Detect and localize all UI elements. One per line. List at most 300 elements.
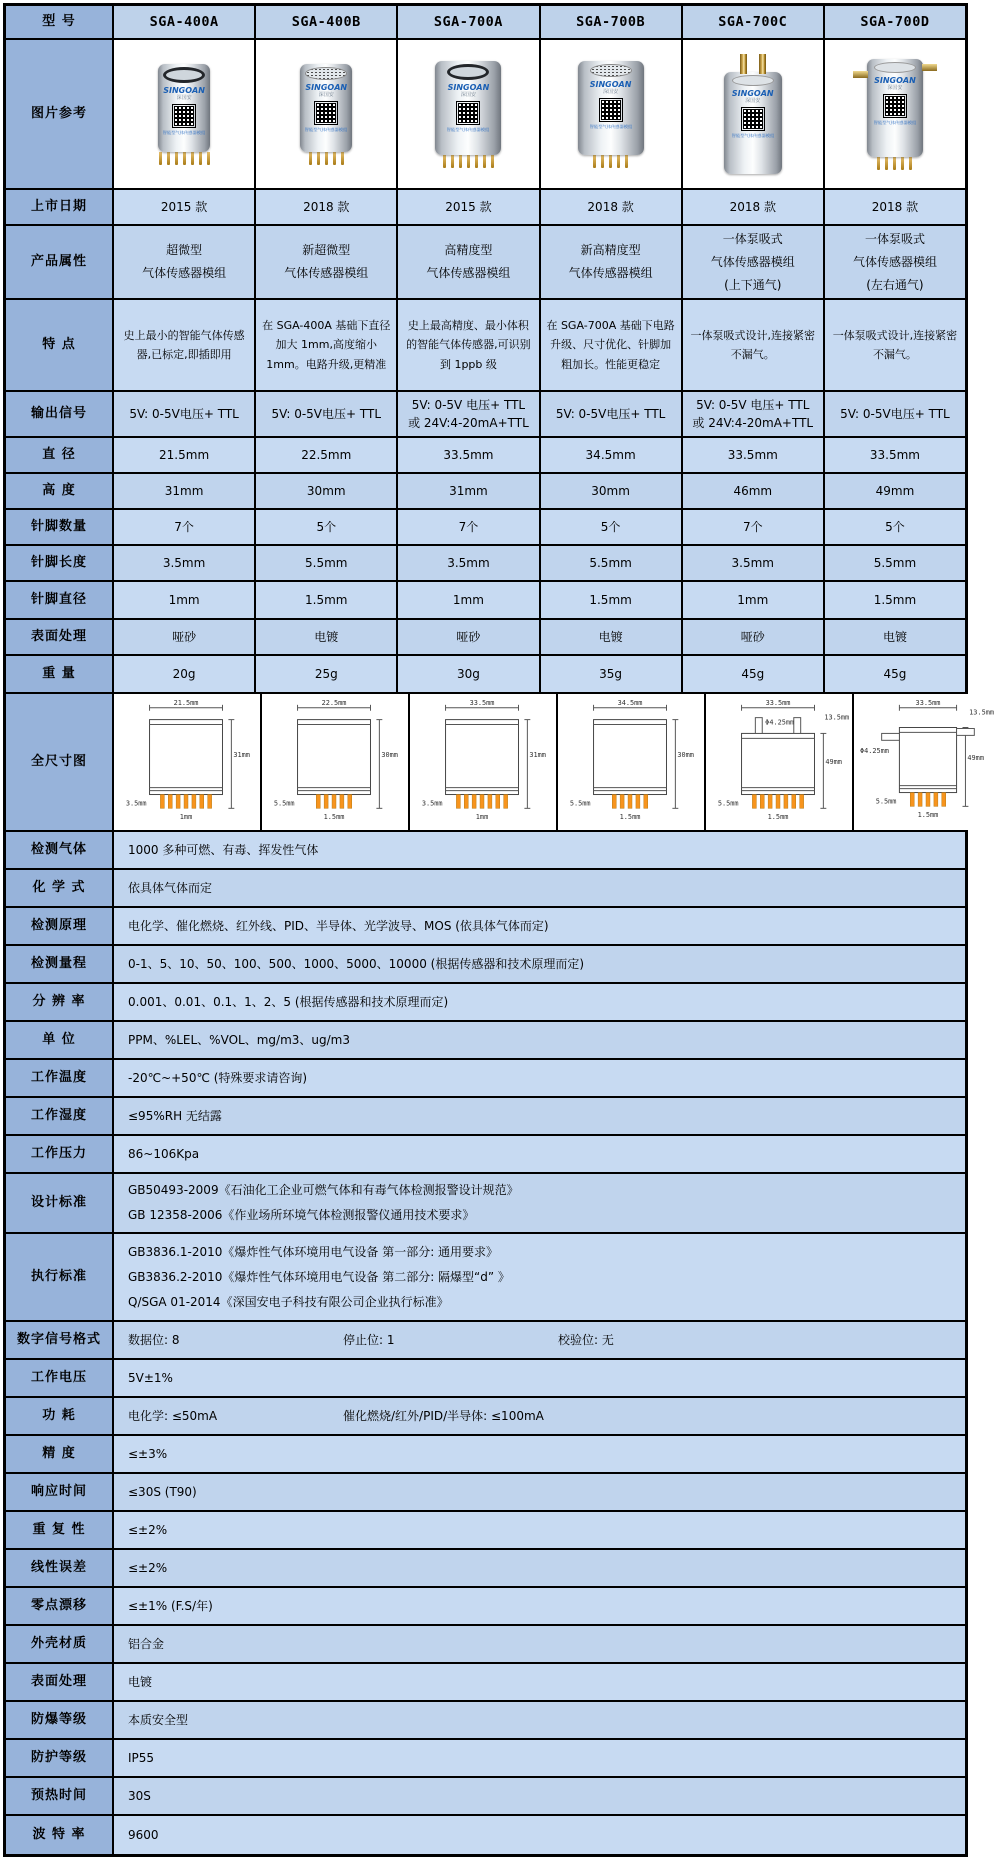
row-label: 检测量程 (6, 946, 114, 982)
full-row-value: ≤±1% (F.S/年) (114, 1588, 965, 1624)
spec-value: 1mm (683, 582, 825, 618)
svg-text:30mm: 30mm (381, 751, 398, 760)
svg-text:13.5mm: 13.5mm (969, 709, 995, 718)
spec-value: 5V: 0-5V 电压+ TTL 或 24V:4-20mA+TTL (683, 392, 825, 436)
brand-logo-cn: 深国安 (745, 98, 761, 104)
qr-code (883, 94, 907, 118)
spec-value: 1mm (114, 582, 256, 618)
spec-value: 5V: 0-5V电压+ TTL (256, 392, 398, 436)
sensor-pin (459, 155, 462, 168)
spec-value: 在 SGA-700A 基础下电路升级、尺寸优化、针脚加粗加长。性能更稳定 (541, 300, 683, 390)
sensor-pin (617, 155, 620, 168)
svg-text:Φ4.25mm: Φ4.25mm (765, 718, 795, 727)
full-row-value: 0.001、0.01、0.1、1、2、5 (根据传感器和技术原理而定) (114, 984, 965, 1020)
svg-text:5.5mm: 5.5mm (717, 799, 739, 808)
row-label: 表面处理 (6, 1664, 114, 1700)
full-row-value: 铝合金 (114, 1626, 965, 1662)
row-label: 特 点 (6, 300, 114, 390)
qr-code (172, 104, 196, 128)
row-label: 防爆等级 (6, 1702, 114, 1738)
product-photo-SGA-700C (724, 54, 782, 174)
segment: 校验位: 无 (558, 1333, 614, 1348)
sensor-top-cap (874, 62, 916, 73)
sensor-caption: 智能型气体传感器模组 (731, 133, 775, 139)
svg-text:1.5mm: 1.5mm (619, 813, 641, 822)
dimension-cell-SGA-700C (706, 694, 854, 830)
sensor-pin (901, 157, 904, 170)
row-label: 响应时间 (6, 1474, 114, 1510)
model-name-SGA-400A: SGA-400A (114, 6, 256, 38)
spec-value: 超微型 气体传感器模组 (114, 226, 256, 298)
spec-value: 30mm (541, 474, 683, 508)
standard-line: GB 12358-2006《作业场所环境气体检测报警仪通用技术要求》 (128, 1208, 475, 1223)
sensor-pin (199, 152, 202, 165)
svg-text:1.5mm: 1.5mm (767, 813, 789, 822)
model-header-row (6, 6, 965, 40)
row-label: 工作电压 (6, 1360, 114, 1396)
row-label: 线性误差 (6, 1550, 114, 1586)
spec-row-1 (6, 226, 965, 300)
full-row-0 (6, 832, 965, 870)
dimension-drawing-SGA-700B (562, 697, 700, 827)
svg-text:1.5mm: 1.5mm (323, 813, 345, 822)
full-row-15 (6, 1474, 965, 1512)
product-photo-SGA-700A (435, 61, 501, 168)
spec-row-2 (6, 300, 965, 392)
sensor-caption: 智能型气体传感器模组 (304, 127, 348, 133)
svg-text:1mm: 1mm (475, 813, 489, 822)
dimension-drawing-SGA-700A (414, 697, 552, 827)
spec-value: 31mm (114, 474, 256, 508)
dimension-cell-SGA-700B (558, 694, 706, 830)
row-label: 分 辨 率 (6, 984, 114, 1020)
standard-line: GB50493-2009《石油化工企业可燃气体和有毒气体检测报警设计规范》 (128, 1183, 519, 1198)
full-row-value: 依具体气体而定 (114, 870, 965, 906)
svg-text:30mm: 30mm (677, 751, 694, 760)
side-tube-fitting-right (922, 64, 937, 71)
brand-logo: SINGOAN (731, 89, 774, 98)
svg-text:3.5mm: 3.5mm (125, 799, 147, 808)
full-row-5 (6, 1022, 965, 1060)
spec-value: 哑砂 (114, 620, 256, 654)
pump-tube-fittings (740, 54, 766, 74)
sensor-pin (333, 152, 336, 165)
photo-cell-SGA-700C (683, 40, 825, 188)
svg-text:5.5mm: 5.5mm (273, 799, 295, 808)
svg-text:Φ4.25mm: Φ4.25mm (859, 747, 889, 756)
sensor-top-cap (447, 64, 489, 80)
sensor-top-cap (732, 75, 774, 86)
row-label: 波 特 率 (6, 1816, 114, 1854)
full-row-16 (6, 1512, 965, 1550)
segment: 停止位: 1 (343, 1333, 395, 1348)
spec-value: 20g (114, 656, 256, 692)
sensor-pin (593, 155, 596, 168)
product-photo-SGA-700D (867, 59, 923, 170)
sensor-pin (207, 152, 210, 165)
full-row-9 (6, 1174, 965, 1234)
full-row-value: 30S (114, 1778, 965, 1814)
spec-value: 7个 (683, 510, 825, 544)
photo-cell-SGA-700D (825, 40, 965, 188)
full-row-24 (6, 1816, 965, 1854)
sensor-pin (191, 152, 194, 165)
full-row-value: 5V±1% (114, 1360, 965, 1396)
spec-value: 新高精度型 气体传感器模组 (541, 226, 683, 298)
qr-code (314, 101, 338, 125)
qr-code (456, 101, 480, 125)
spec-row-4 (6, 438, 965, 474)
spec-value: 7个 (398, 510, 540, 544)
brand-logo: SINGOAN (874, 75, 916, 85)
row-label: 零点漂移 (6, 1588, 114, 1624)
sensor-caption: 智能型气体传感器模组 (873, 120, 917, 126)
photo-cell-SGA-700B (541, 40, 683, 188)
full-row-value: 本质安全型 (114, 1702, 965, 1738)
row-label: 检测原理 (6, 908, 114, 944)
full-row-value: 0-1、5、10、50、100、500、1000、5000、10000 (根据传感器和技术原理而定) (114, 946, 965, 982)
full-row-value: 电化学、催化燃烧、红外线、PID、半导体、光学波导、MOS (依具体气体而定) (114, 908, 965, 944)
spec-row-3 (6, 392, 965, 438)
row-label: 检测气体 (6, 832, 114, 868)
spec-value: 25g (256, 656, 398, 692)
spec-value: 一体泵吸式 气体传感器模组 (上下通气) (683, 226, 825, 298)
row-label: 工作压力 (6, 1136, 114, 1172)
spec-value: 史上最高精度、最小体积的智能气体传感器,可识别到 1ppb 级 (398, 300, 540, 390)
full-row-12 (6, 1360, 965, 1398)
svg-text:34.5mm: 34.5mm (617, 699, 643, 708)
brand-logo-cn: 深国安 (603, 88, 619, 95)
spec-value: 2015 款 (398, 190, 540, 224)
spec-value: 哑砂 (683, 620, 825, 654)
row-label: 单 位 (6, 1022, 114, 1058)
product-spec-table (3, 3, 995, 1857)
svg-text:31mm: 31mm (529, 751, 546, 760)
sensor-caption: 智能型气体传感器模组 (589, 124, 632, 130)
spec-value: 2018 款 (256, 190, 398, 224)
spec-row-8 (6, 582, 965, 620)
spec-value: 5V: 0-5V电压+ TTL (825, 392, 965, 436)
row-label: 表面处理 (6, 620, 114, 654)
spec-value: 2018 款 (541, 190, 683, 224)
full-row-value: ≤±2% (114, 1550, 965, 1586)
spec-value: 一体泵吸式 气体传感器模组 (左右通气) (825, 226, 965, 298)
sensor-body (724, 72, 782, 174)
sensor-pin (483, 155, 486, 168)
full-row-20 (6, 1664, 965, 1702)
row-label: 直 径 (6, 438, 114, 472)
qr-code (599, 98, 623, 122)
sensor-pin (877, 157, 880, 170)
spec-value: 电镀 (825, 620, 965, 654)
segment: 数据位: 8 (128, 1333, 180, 1348)
row-label: 上市日期 (6, 190, 114, 224)
full-row-value: PPM、%LEL、%VOL、mg/m3、ug/m3 (114, 1022, 965, 1058)
product-photo-SGA-700B (578, 61, 644, 168)
spec-value: 5V: 0-5V电压+ TTL (114, 392, 256, 436)
full-row-2 (6, 908, 965, 946)
product-photo-SGA-400B (300, 64, 352, 165)
spec-value: 5.5mm (825, 546, 965, 580)
dimension-cell-SGA-700D (854, 694, 1000, 830)
spec-value: 21.5mm (114, 438, 256, 472)
svg-text:49mm: 49mm (825, 758, 842, 767)
spec-value: 哑砂 (398, 620, 540, 654)
spec-value: 34.5mm (541, 438, 683, 472)
spec-row-0 (6, 190, 965, 226)
sensor-body (158, 64, 210, 152)
dimension-drawing-SGA-400A (118, 697, 256, 827)
qr-code (741, 107, 765, 131)
full-row-3 (6, 946, 965, 984)
row-label: 工作温度 (6, 1060, 114, 1096)
segment-row (128, 1407, 544, 1426)
full-row-value: ≤±3% (114, 1436, 965, 1472)
spec-value: 2015 款 (114, 190, 256, 224)
full-row-22 (6, 1740, 965, 1778)
spec-value: 电镀 (256, 620, 398, 654)
dimension-cell-SGA-400A (114, 694, 262, 830)
spec-value: 49mm (825, 474, 965, 508)
full-row-8 (6, 1136, 965, 1174)
sensor-pin (909, 157, 912, 170)
sensor-body (578, 61, 644, 155)
brand-logo: SINGOAN (589, 79, 632, 89)
full-row-18 (6, 1588, 965, 1626)
sensor-pins (877, 157, 912, 170)
svg-text:49mm: 49mm (967, 754, 984, 763)
spec-value: 7个 (114, 510, 256, 544)
dimension-row (6, 694, 995, 832)
model-name-SGA-700B: SGA-700B (541, 6, 683, 38)
model-name-SGA-400B: SGA-400B (256, 6, 398, 38)
sensor-pin (317, 152, 320, 165)
spec-row-6 (6, 510, 965, 546)
full-row-value: ≤30S (T90) (114, 1474, 965, 1510)
full-row-1 (6, 870, 965, 908)
full-row-13 (6, 1398, 965, 1436)
photo-row (6, 40, 965, 190)
spec-value: 5个 (256, 510, 398, 544)
model-name-SGA-700C: SGA-700C (683, 6, 825, 38)
sensor-pin (167, 152, 170, 165)
spec-value: 1.5mm (541, 582, 683, 618)
svg-text:1mm: 1mm (179, 813, 193, 822)
full-row-value: 1000 多种可燃、有毒、挥发性气体 (114, 832, 965, 868)
spec-row-9 (6, 620, 965, 656)
full-row-4 (6, 984, 965, 1022)
spec-value: 3.5mm (114, 546, 256, 580)
photo-cell-SGA-400A (114, 40, 256, 188)
sensor-pin (451, 155, 454, 168)
dimension-cell-SGA-700A (410, 694, 558, 830)
row-label: 设计标准 (6, 1174, 114, 1232)
row-label: 数字信号格式 (6, 1322, 114, 1358)
row-label: 针脚长度 (6, 546, 114, 580)
row-label: 功 耗 (6, 1398, 114, 1434)
standard-line: GB3836.1-2010《爆炸性气体环境用电气设备 第一部分: 通用要求》 (128, 1244, 499, 1259)
spec-value: 46mm (683, 474, 825, 508)
spec-value: 5个 (541, 510, 683, 544)
spec-row-5 (6, 474, 965, 510)
svg-text:1.5mm: 1.5mm (917, 811, 939, 820)
full-row-17 (6, 1550, 965, 1588)
full-row-value: ≤±2% (114, 1512, 965, 1548)
brand-logo-cn: 深国安 (460, 91, 476, 98)
svg-text:33.5mm: 33.5mm (915, 699, 941, 708)
full-row-14 (6, 1436, 965, 1474)
row-label: 针脚数量 (6, 510, 114, 544)
sensor-pins (443, 155, 494, 168)
spec-value: 35g (541, 656, 683, 692)
sensor-body (300, 64, 352, 152)
full-row-value: 电镀 (114, 1664, 965, 1700)
row-label: 外壳材质 (6, 1626, 114, 1662)
svg-text:22.5mm: 22.5mm (321, 699, 347, 708)
spec-value: 2018 款 (825, 190, 965, 224)
spec-value: 5V: 0-5V 电压+ TTL 或 24V:4-20mA+TTL (398, 392, 540, 436)
product-photo-SGA-400A (158, 64, 210, 165)
standard-line: Q/SGA 01-2014《深国安电子科技有限公司企业执行标准》 (128, 1294, 449, 1309)
spec-value: 3.5mm (683, 546, 825, 580)
standard-line: GB3836.2-2010《爆炸性气体环境用电气设备 第二部分: 隔爆型“d” 》 (128, 1269, 510, 1284)
dimension-row-label: 全尺寸图 (6, 694, 114, 830)
sensor-pin (325, 152, 328, 165)
spec-value: 新超微型 气体传感器模组 (256, 226, 398, 298)
svg-text:21.5mm: 21.5mm (173, 699, 199, 708)
row-label: 化 学 式 (6, 870, 114, 906)
sensor-pin (467, 155, 470, 168)
spec-value: 史上最小的智能气体传感器,已标定,即插即用 (114, 300, 256, 390)
full-row-value (114, 1234, 965, 1320)
sensor-body (435, 61, 501, 155)
sensor-pin (309, 152, 312, 165)
spec-value: 2018 款 (683, 190, 825, 224)
svg-text:13.5mm: 13.5mm (824, 714, 850, 723)
photo-row-label: 图片参考 (6, 40, 114, 188)
sensor-pin (625, 155, 628, 168)
dimension-drawing-SGA-700D (858, 697, 996, 827)
sensor-caption: 智能型气体传感器模组 (162, 130, 206, 136)
brand-logo-cn: 深国安 (887, 84, 903, 91)
model-name-SGA-700D: SGA-700D (825, 6, 965, 38)
full-row-11 (6, 1322, 965, 1360)
svg-text:33.5mm: 33.5mm (765, 699, 791, 708)
full-row-value (114, 1174, 965, 1232)
sensor-top-cap (305, 67, 347, 80)
sensor-pins (309, 152, 344, 165)
sensor-pins (159, 152, 210, 165)
spec-value: 3.5mm (398, 546, 540, 580)
full-row-6 (6, 1060, 965, 1098)
segment: 电化学: ≤50mA (128, 1409, 218, 1424)
full-row-21 (6, 1702, 965, 1740)
segment-row (128, 1331, 614, 1350)
brand-logo: SINGOAN (163, 85, 205, 95)
spec-value: 31mm (398, 474, 540, 508)
full-row-value: 9600 (114, 1816, 965, 1854)
spec-value: 5个 (825, 510, 965, 544)
row-label: 高 度 (6, 474, 114, 508)
row-label: 针脚直径 (6, 582, 114, 618)
sensor-pin (885, 157, 888, 170)
sensor-pin (609, 155, 612, 168)
sensor-pin (601, 155, 604, 168)
spec-value: 45g (683, 656, 825, 692)
svg-text:31mm: 31mm (233, 751, 250, 760)
svg-text:5.5mm: 5.5mm (569, 799, 591, 808)
row-label: 输出信号 (6, 392, 114, 436)
full-row-value: IP55 (114, 1740, 965, 1776)
spec-value: 5V: 0-5V电压+ TTL (541, 392, 683, 436)
sensor-pin (443, 155, 446, 168)
row-label: 预热时间 (6, 1778, 114, 1814)
dimension-cell-SGA-400B (262, 694, 410, 830)
svg-text:5.5mm: 5.5mm (875, 797, 897, 806)
full-row-value: 86~106Kpa (114, 1136, 965, 1172)
full-row-19 (6, 1626, 965, 1664)
side-tube-fitting-left (853, 71, 868, 78)
full-row-value (114, 1322, 965, 1358)
spec-value: 33.5mm (683, 438, 825, 472)
row-label: 工作湿度 (6, 1098, 114, 1134)
sensor-pin (341, 152, 344, 165)
spec-value: 30g (398, 656, 540, 692)
full-row-10 (6, 1234, 965, 1322)
row-label: 执行标准 (6, 1234, 114, 1320)
spec-value: 高精度型 气体传感器模组 (398, 226, 540, 298)
sensor-top-cap (163, 67, 205, 83)
sensor-caption: 智能型气体传感器模组 (447, 127, 490, 133)
spec-value: 1mm (398, 582, 540, 618)
row-label: 防护等级 (6, 1740, 114, 1776)
model-name-SGA-700A: SGA-700A (398, 6, 540, 38)
spec-value: 电镀 (541, 620, 683, 654)
sensor-body (867, 59, 923, 157)
segment: 催化燃烧/红外/PID/半导体: ≤100mA (343, 1409, 544, 1424)
row-label: 精 度 (6, 1436, 114, 1472)
full-row-23 (6, 1778, 965, 1816)
sensor-pin (893, 157, 896, 170)
spec-value: 在 SGA-400A 基础下直径加大 1mm,高度缩小 1mm。电路升级,更精准 (256, 300, 398, 390)
spec-value: 1.5mm (256, 582, 398, 618)
full-row-value (114, 1398, 965, 1434)
photo-cell-SGA-700A (398, 40, 540, 188)
row-label: 重 复 性 (6, 1512, 114, 1548)
dimension-drawing-SGA-400B (266, 697, 404, 827)
full-row-7 (6, 1098, 965, 1136)
sensor-pin (491, 155, 494, 168)
spec-value: 一体泵吸式设计,连接紧密不漏气。 (825, 300, 965, 390)
sensor-pin (159, 152, 162, 165)
brand-logo-cn: 深国安 (318, 91, 334, 98)
sensor-pins (593, 155, 628, 168)
full-row-value: ≤95%RH 无结露 (114, 1098, 965, 1134)
svg-text:3.5mm: 3.5mm (421, 799, 443, 808)
sensor-pin (175, 152, 178, 165)
spec-value: 45g (825, 656, 965, 692)
sensor-pin (183, 152, 186, 165)
dimension-drawing-SGA-700C (710, 697, 848, 827)
spec-value: 33.5mm (825, 438, 965, 472)
sensor-pin (475, 155, 478, 168)
spec-value: 5.5mm (256, 546, 398, 580)
row-label: 重 量 (6, 656, 114, 692)
spec-value: 一体泵吸式设计,连接紧密不漏气。 (683, 300, 825, 390)
sensor-top-cap (590, 64, 632, 77)
full-row-value: -20℃~+50℃ (特殊要求请咨询) (114, 1060, 965, 1096)
svg-text:33.5mm: 33.5mm (469, 699, 495, 708)
